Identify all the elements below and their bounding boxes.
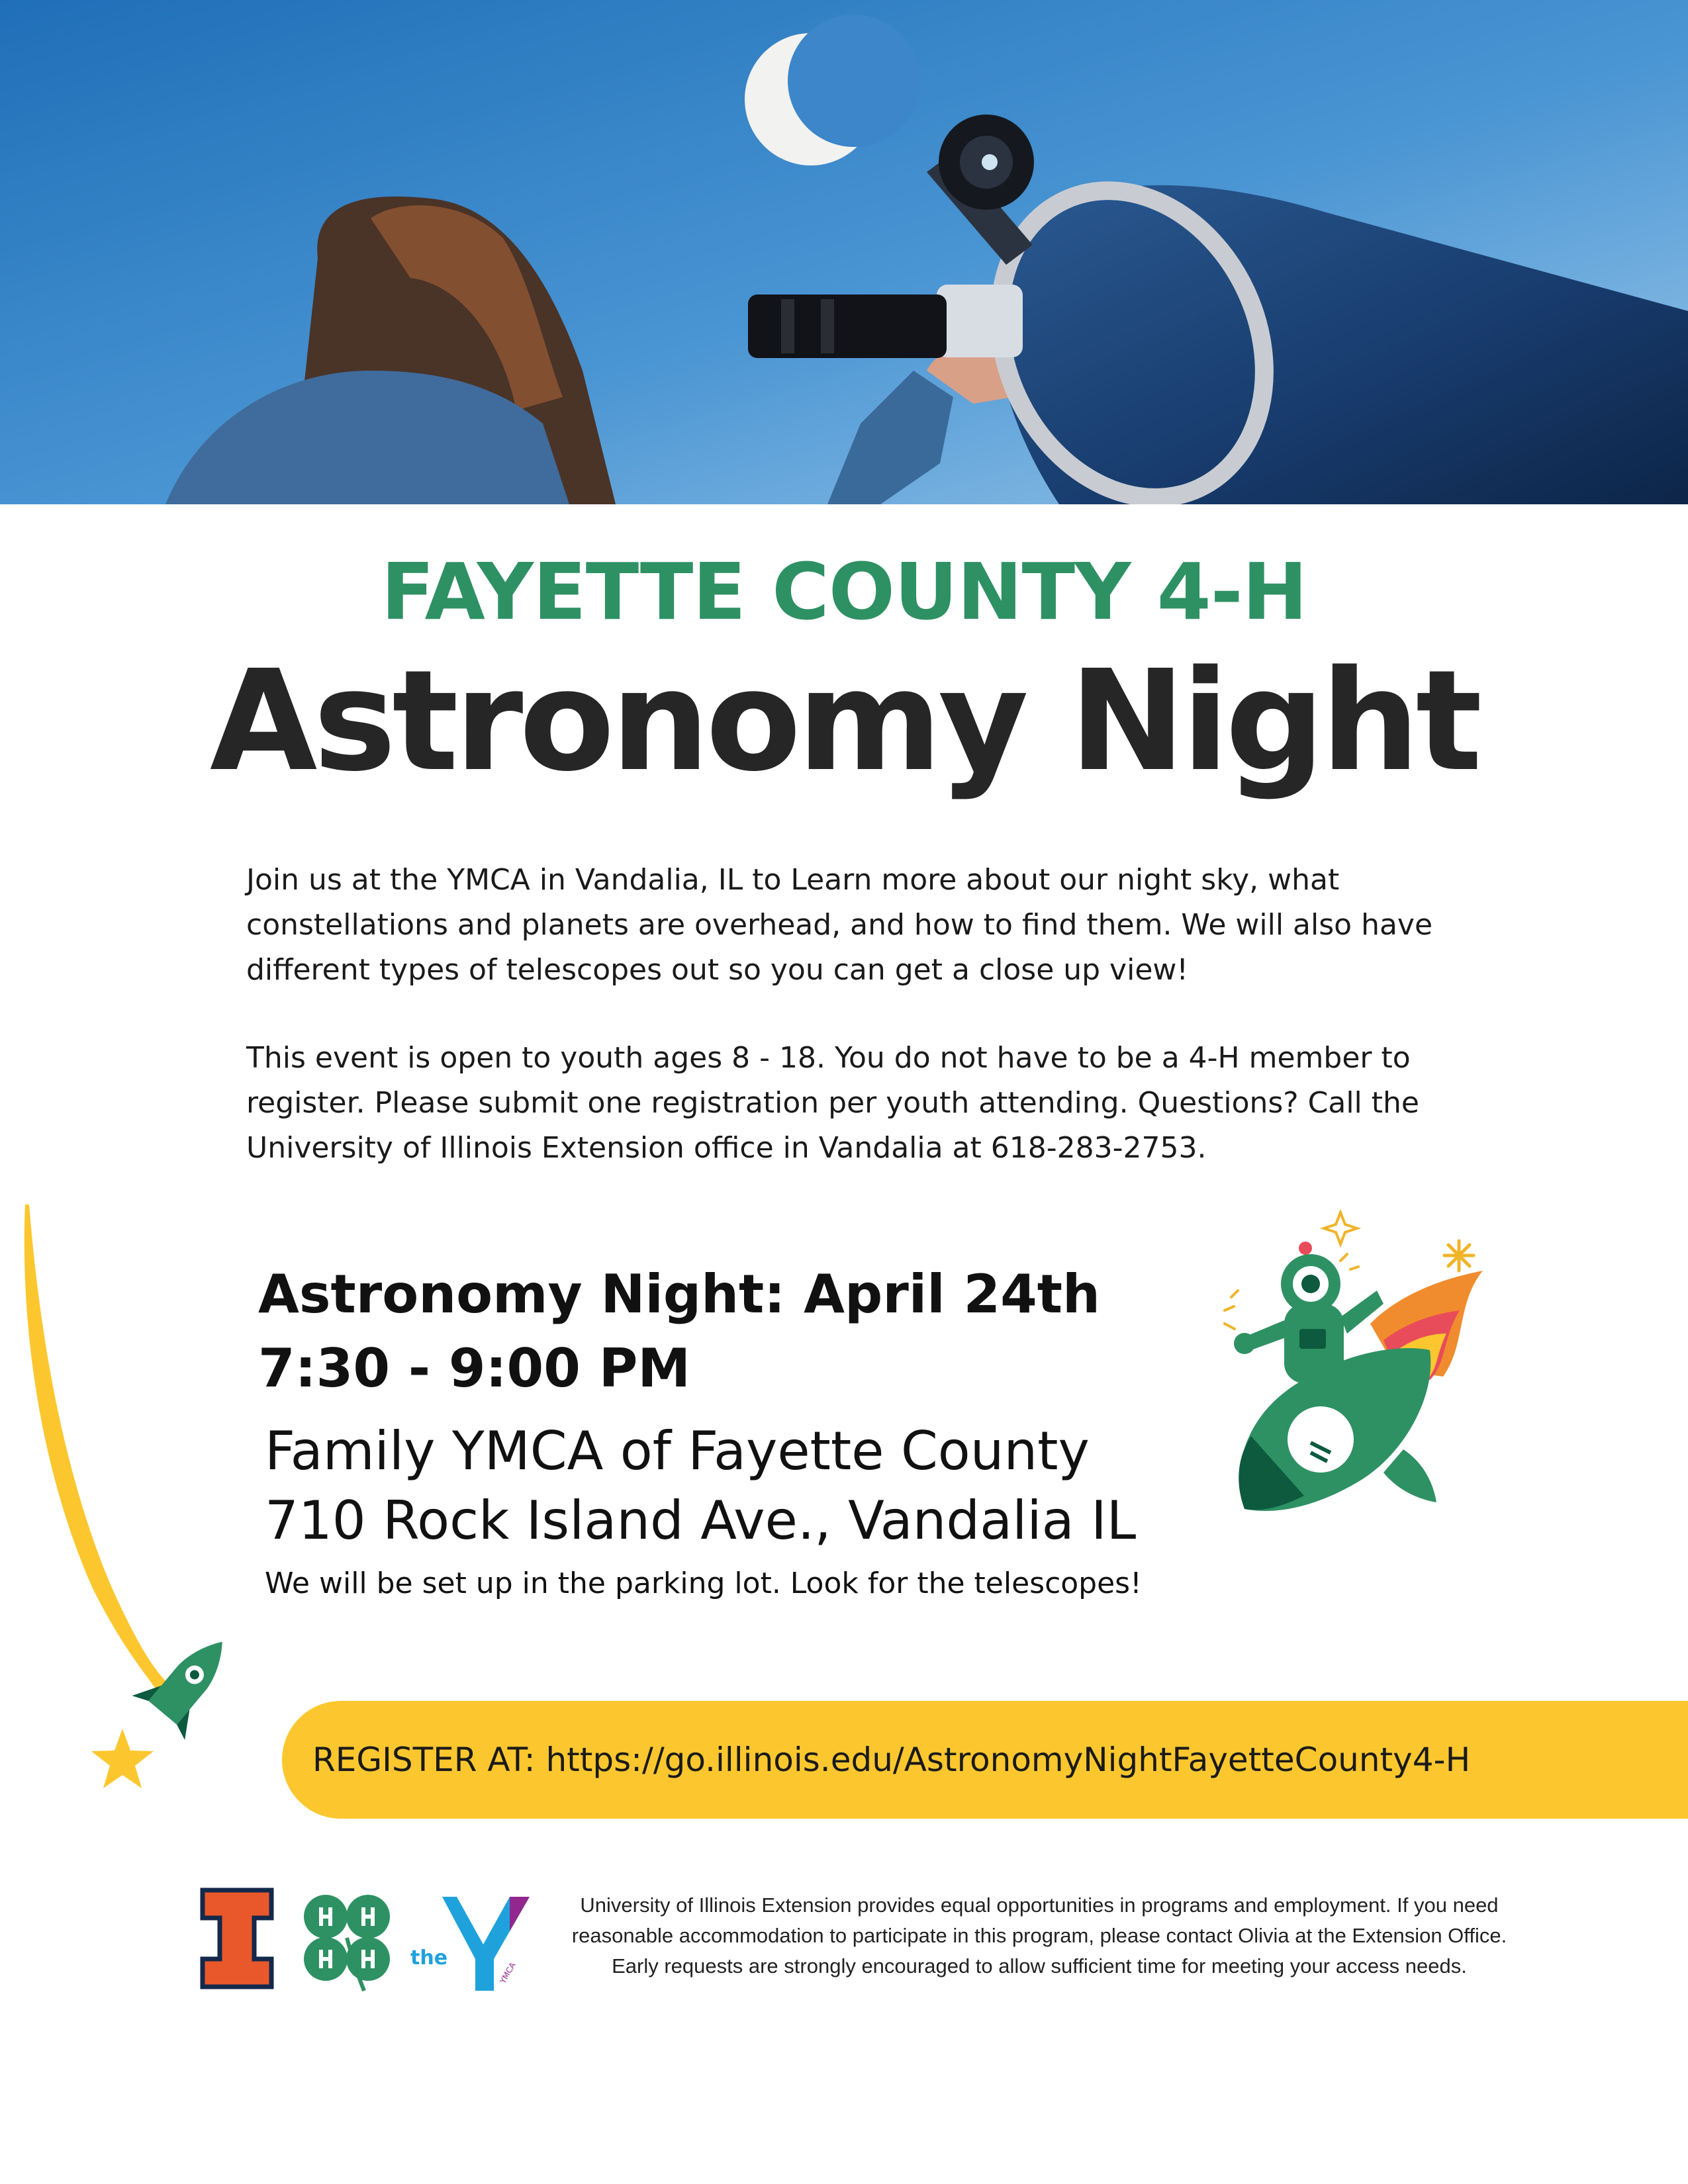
- event-datetime: [258, 1257, 1251, 1406]
- equal-opportunity-disclaimer: University of Illinois Extension provides equal opportunities in programs and employment. If you need reasonable accommodation to participate in this program, please contact Olivia at the Extension Office. Early requests are strongly encouraged to allow sufficient time for meeting your access needs.: [571, 1893, 1507, 1978]
- event-note: We will be set up in the parking lot. Look for the telescopes!: [265, 1567, 1142, 1600]
- event-venue: [265, 1416, 1258, 1555]
- hero-photo: [0, 0, 1688, 504]
- register-link[interactable]: REGISTER AT: https://go.illinois.edu/AstronomyNightFayetteCounty4-H: [312, 1741, 1471, 1779]
- event-time: 7:30 - 9:00 PM: [258, 1338, 690, 1399]
- rocket-trail-decoration: [0, 1191, 252, 1800]
- organization-heading: FAYETTE COUNTY 4-H: [381, 546, 1307, 637]
- 4h-clover-logo: [304, 1895, 390, 1991]
- page-title: Astronomy Night: [209, 640, 1479, 802]
- event-date: Astronomy Night: April 24th: [258, 1263, 1100, 1325]
- ymca-small-text: YMCA: [498, 1960, 518, 1985]
- register-banner[interactable]: [282, 1701, 1688, 1819]
- star-icon: [91, 1729, 154, 1788]
- astronaut-rocket-icon: [1205, 1205, 1496, 1535]
- ymca-the-text: the: [410, 1946, 448, 1970]
- eligibility-paragraph: This event is open to youth ages 8 - 18. You do not have to be a 4-H member to register. Please submit one registration per youth attending. Questions? Call the University of Illinois Extension office in Vandalia at 618-283-2753.: [246, 1041, 1419, 1165]
- sponsor-logos: [199, 1885, 543, 1997]
- venue-name: Family YMCA of Fayette County: [265, 1420, 1090, 1482]
- illinois-logo: [203, 1890, 271, 1987]
- intro-paragraph: Join us at the YMCA in Vandalia, IL to Learn more about our night sky, what constellations and planets are overhead, and how to find them. We will also have different types of telescopes out so you can get a close up view!: [246, 863, 1433, 987]
- venue-address: 710 Rock Island Ave., Vandalia IL: [265, 1490, 1137, 1551]
- ymca-logo: [410, 1897, 530, 1991]
